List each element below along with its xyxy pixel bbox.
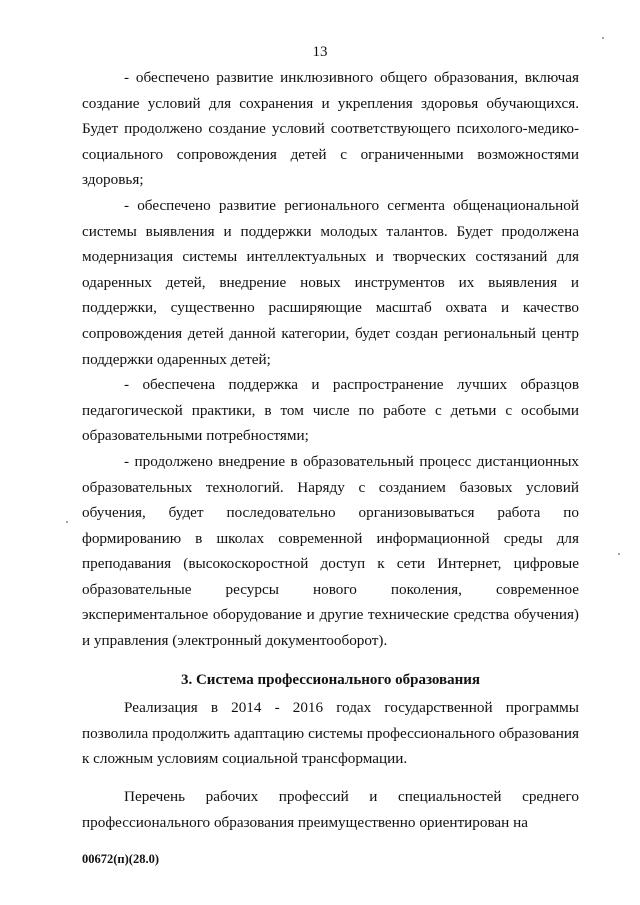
paragraph-professions-list: Перечень рабочих профессий и специальностей среднего профессионального образования преимущественно ориентирован на	[82, 788, 579, 831]
scan-speck	[618, 553, 620, 555]
paragraph-young-talents: - обеспечено развитие регионального сегмента общенациональной системы выявления и поддержки молодых талантов. Будет продолжена модернизация системы интеллектуальных и творческих состязаний для одаренных детей, внедрение новых инструментов их выявления и поддержки, существенно расширяющие масштаб охвата и качество сопровождения детей данной категории, будет создан региональный центр поддержки одаренных детей;	[82, 196, 579, 368]
scan-speck	[602, 37, 604, 39]
page-number: 13	[312, 44, 328, 60]
paragraph-inclusive-education: - обеспечено развитие инклюзивного общего образования, включая создание условий для сохранения и укрепления здоровья обучающихся. Будет продолжено создание условий соответствующего психолого-медико-социального сопровождения детей с ограниченными возможностями здоровья;	[82, 69, 579, 189]
paragraph-distance-learning: - продолжено внедрение в образовательный процесс дистанционных образовательных технологий. Наряду с созданием базовых условий обучения, будет последовательно организовываться работа по формированию в школах современной информационной среды для преподавания (высокоскоростной доступ к сети Интернет, цифровые образовательные ресурсы нового поколения, современное экспериментальное оборудование и другие технические средства обучения) и управления (электронный документооборот).	[82, 452, 579, 650]
paragraph-program-implementation: Реализация в 2014 - 2016 годах государственной программы позволила продолжить адаптацию системы профессионального образования к сложным условиям социальной трансформации.	[82, 699, 579, 768]
scan-speck	[66, 521, 68, 523]
section-heading: 3. Система профессионального образования	[180, 671, 481, 688]
paragraph-pedagogical-practice: - обеспечена поддержка и распространение лучших образцов педагогической практики, в том числе по работе с детьми с особыми образовательными потребностями;	[82, 376, 579, 445]
document-code: 00672(п)(28.0)	[82, 852, 159, 866]
document-body	[82, 65, 579, 835]
